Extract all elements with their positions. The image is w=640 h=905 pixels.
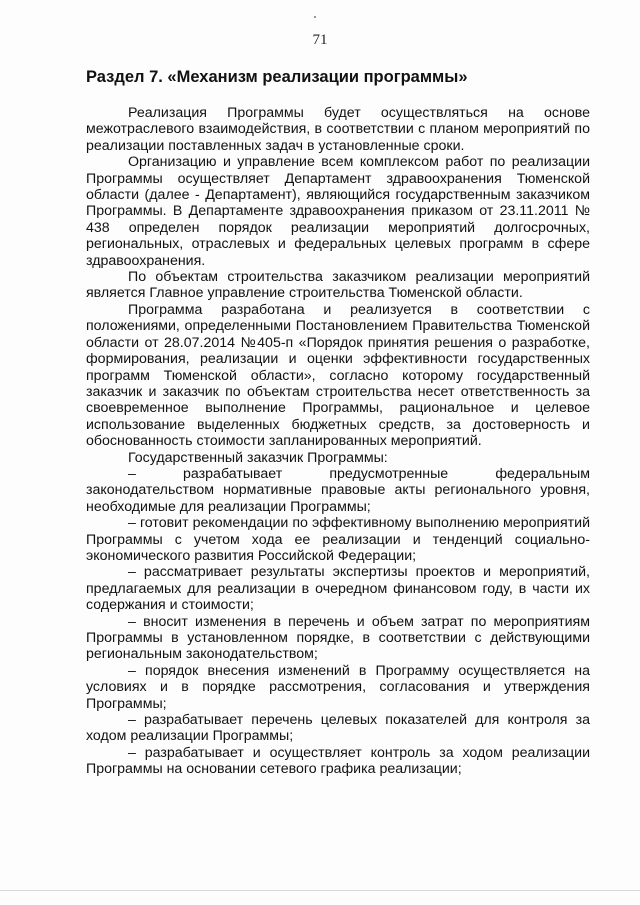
list-item-2: – готовит рекомендации по эффективному выполнению мероприятий Программы с учетом хода ее реализации и тенденций социально-экономического развития Российской Федерации; (86, 515, 590, 564)
body-text (86, 105, 590, 778)
section-heading: Раздел 7. «Механизм реализации программы» (86, 68, 468, 86)
list-item-4: – вносит изменения в перечень и объем затрат по мероприятиям Программы в установленном порядке, в соответствии с действующими региональным законодательством; (86, 613, 590, 663)
paragraph-4: Программа разработана и реализуется в соответствии с положениями, определенными Постановлением Правительства Тюменской области от 28.07.2014 №405-п «Порядок принятия решения о разработке, формирования, реализации и оценки эффективности государственных программ Тюменской области», согласно которому государственный заказчик и заказчик по объектам строительства несет ответственность за своевременное выполнение Программы, рациональное и целевое использование выделенных бюджетных средств, за достоверность и обоснованность стоимости запланированных мероприятий. (86, 301, 590, 450)
list-item-3: – рассматривает результаты экспертизы проектов и мероприятий, предлагаемых для реализации в очередном финансовом году, в части их содержания и стоимости; (86, 564, 590, 614)
page-number: 71 (312, 32, 328, 48)
list-item-7: – разрабатывает и осуществляет контроль за ходом реализации Программы на основании сетевого графика реализации; (86, 744, 590, 778)
list-item-6: – разрабатывает перечень целевых показателей для контроля за ходом реализации Программы; (86, 712, 590, 745)
paragraph-5: Государственный заказчик Программы: (128, 449, 388, 466)
paragraph-2: Организацию и управление всем комплексом работ по реализации Программы осуществляет Департамент здравоохранения Тюменской области (далее - Департамент), являющийся государственным заказчиком Программы. В Департаменте здравоохранения приказом от 23.11.2011 № 438 определен порядок реализации мероприятий долгосрочных, региональных, отраслевых и федеральных целевых программ в сфере здравоохранения. (86, 154, 590, 269)
scan-speck (314, 16, 316, 18)
paragraph-3: По объектам строительства заказчиком реализации мероприятий является Главное управление строительства Тюменской области. (86, 269, 590, 302)
list-item-5: – порядок внесения изменений в Программу осуществляется на условиях и в порядке рассмотрения, согласования и утверждения Программы; (86, 662, 590, 712)
list-item-1: – разрабатывает предусмотренные федеральным законодательством нормативные правовые акты регионального уровня, необходимые для реализации Программы; (86, 465, 590, 515)
scan-edge-line (0, 890, 640, 891)
paragraph-1: Реализация Программы будет осуществляться на основе межотраслевого взаимодействия, в соответствии с планом мероприятий по реализации поставленных задач в установленные сроки. (86, 105, 590, 154)
